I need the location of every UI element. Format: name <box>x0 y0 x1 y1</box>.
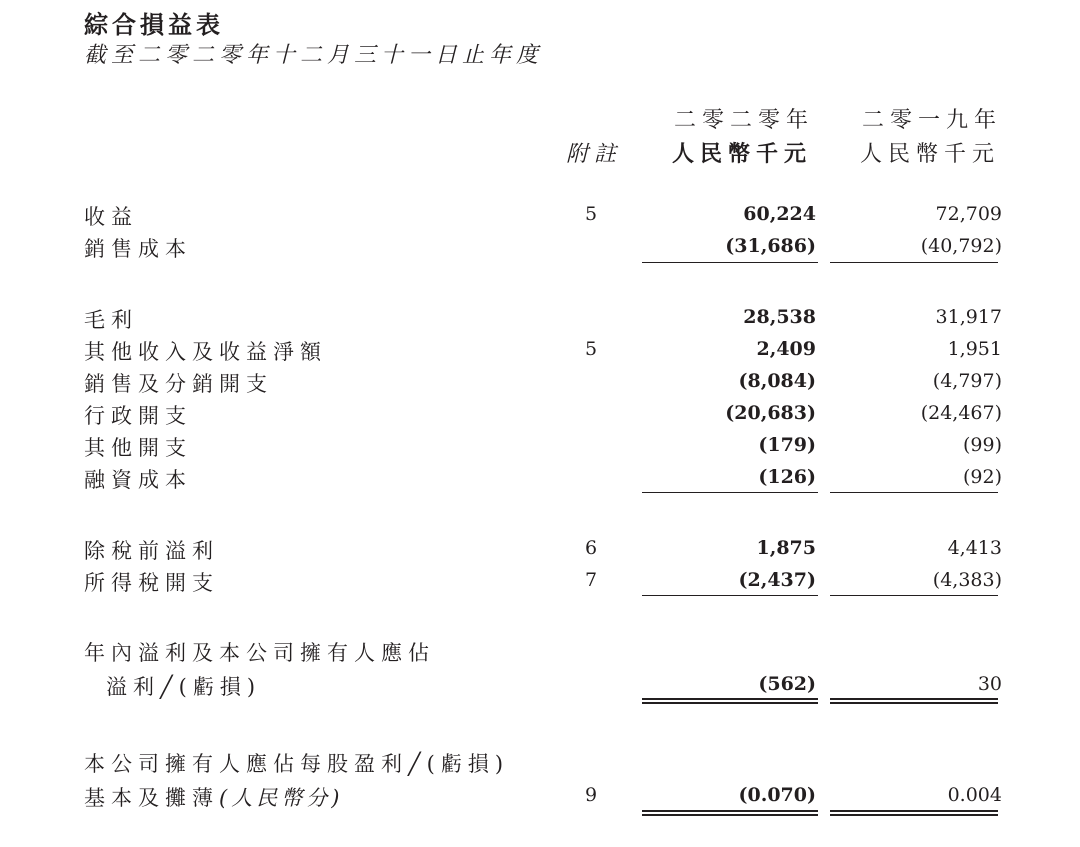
double-rule-2019 <box>830 810 998 816</box>
double-rule-2020 <box>642 810 818 816</box>
row-label-other-expenses: 其他開支 <box>84 436 192 460</box>
row-label-selling-expenses: 銷售及分銷開支 <box>84 372 273 396</box>
eps-basic-diluted-text: 基本及攤薄 <box>84 786 219 810</box>
row-value-2019-profit-before-tax: 4,413 <box>947 537 1002 559</box>
row-note-income-tax: 7 <box>584 569 598 591</box>
header-unit-2020: 人民幣千元 <box>672 141 813 167</box>
row-label-eps-heading: 本公司擁有人應佔每股盈利╱(虧損) <box>84 752 510 776</box>
row-label-eps-basic-diluted <box>84 782 343 812</box>
row-value-2020-admin-expenses: (20,683) <box>725 402 816 424</box>
double-rule-2020 <box>642 698 818 704</box>
row-value-2019-finance-costs: (92) <box>962 466 1002 488</box>
row-value-2019-cost-of-sales: (40,792) <box>920 235 1002 257</box>
row-note-eps: 9 <box>584 784 598 806</box>
statement-title: 綜合損益表 <box>84 10 224 39</box>
row-value-2019-eps: 0.004 <box>947 784 1002 806</box>
row-value-2020-cost-of-sales: (31,686) <box>725 235 816 257</box>
row-note-profit-before-tax: 6 <box>584 537 598 559</box>
row-label-admin-expenses: 行政開支 <box>84 404 192 428</box>
row-value-2019-admin-expenses: (24,467) <box>920 402 1002 424</box>
row-value-2019-other-expenses: (99) <box>962 434 1002 456</box>
row-value-2020-gross-profit: 28,538 <box>743 306 816 328</box>
rule-2020 <box>642 262 818 263</box>
header-note: 附註 <box>566 142 623 167</box>
row-value-2019-selling-expenses: (4,797) <box>932 370 1002 392</box>
row-value-2019-gross-profit: 31,917 <box>935 306 1002 328</box>
row-value-2020-profit-loss: (562) <box>758 673 816 695</box>
row-value-2020-income-tax: (2,437) <box>738 569 816 591</box>
row-value-2020-eps: (0.070) <box>738 784 816 806</box>
eps-unit-text: (人民幣分) <box>219 786 344 810</box>
row-label-income-tax: 所得稅開支 <box>84 571 219 595</box>
row-label-gross-profit: 毛利 <box>84 308 138 332</box>
row-value-2020-finance-costs: (126) <box>758 466 816 488</box>
row-value-2020-profit-before-tax: 1,875 <box>756 537 816 559</box>
statement-period: 截至二零二零年十二月三十一日止年度 <box>84 43 544 68</box>
rule-2019 <box>830 595 998 596</box>
rule-2020 <box>642 595 818 596</box>
rule-2019 <box>830 262 998 263</box>
rule-2020 <box>642 492 818 493</box>
row-value-2019-income-tax: (4,383) <box>932 569 1002 591</box>
row-value-2020-revenue: 60,224 <box>743 203 816 225</box>
row-value-2019-profit-loss: 30 <box>977 673 1002 695</box>
header-year-2020: 二零二零年 <box>674 108 815 133</box>
row-label-profit-for-year: 年內溢利及本公司擁有人應佔 <box>84 641 435 665</box>
row-value-2019-other-income: 1,951 <box>947 338 1002 360</box>
rule-2019 <box>830 492 998 493</box>
row-label-profit-before-tax: 除稅前溢利 <box>84 539 219 563</box>
row-label-cost-of-sales: 銷售成本 <box>84 237 192 261</box>
row-label-revenue: 收益 <box>84 205 138 229</box>
row-label-profit-loss: 溢利╱(虧損) <box>106 675 262 699</box>
row-value-2019-revenue: 72,709 <box>935 203 1002 225</box>
row-label-finance-costs: 融資成本 <box>84 468 192 492</box>
row-label-other-income: 其他收入及收益淨額 <box>84 340 327 364</box>
row-value-2020-other-income: 2,409 <box>756 338 816 360</box>
row-note-other-income: 5 <box>584 338 598 360</box>
row-value-2020-selling-expenses: (8,084) <box>738 370 816 392</box>
double-rule-2019 <box>830 698 998 704</box>
header-unit-2019: 人民幣千元 <box>860 142 1001 167</box>
header-year-2019: 二零一九年 <box>862 108 1003 133</box>
row-value-2020-other-expenses: (179) <box>758 434 816 456</box>
row-note-revenue: 5 <box>584 203 598 225</box>
